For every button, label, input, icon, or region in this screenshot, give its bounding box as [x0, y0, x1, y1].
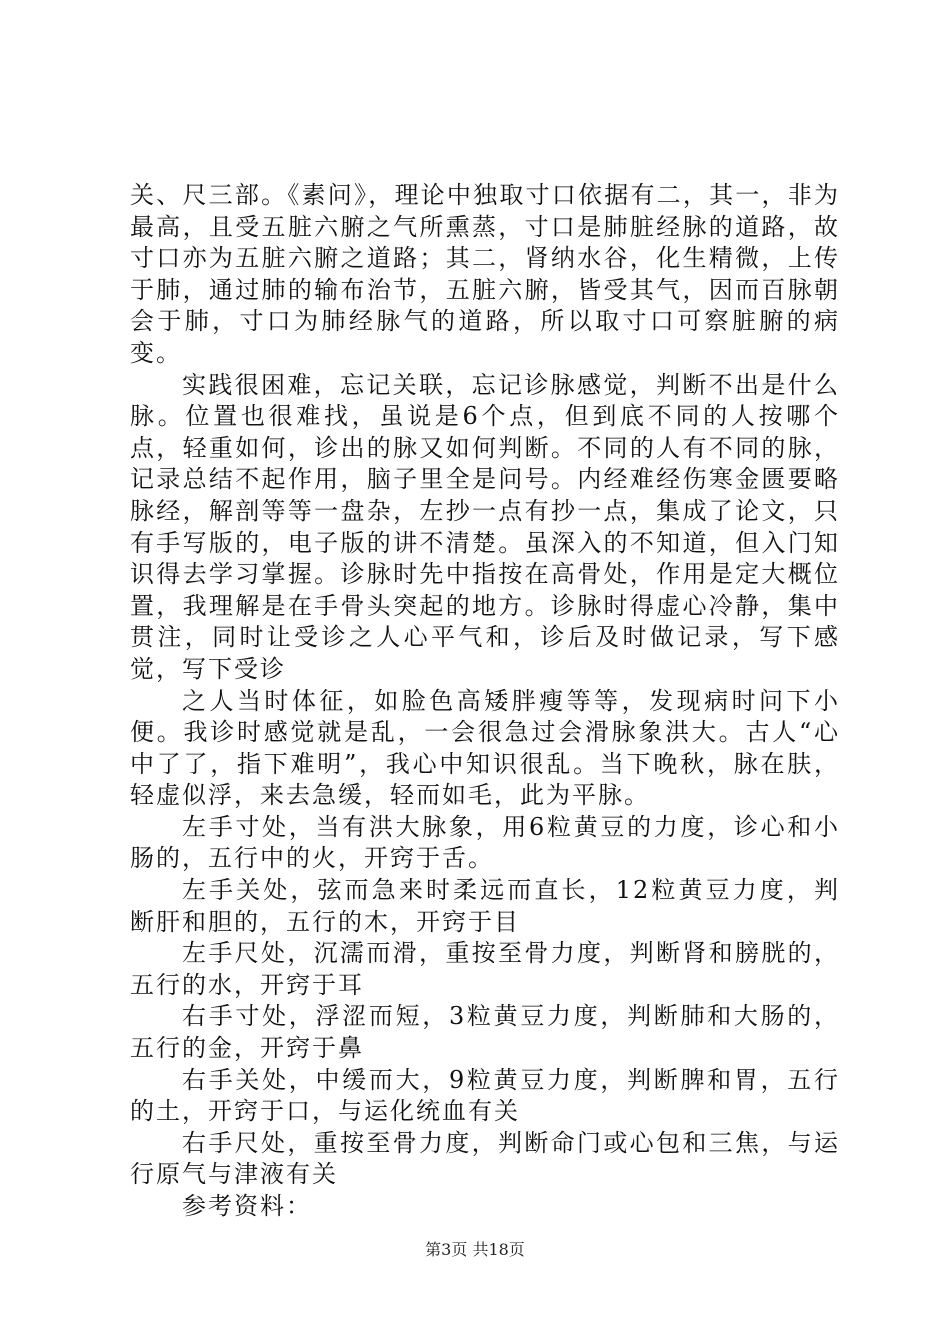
page-number-footer: 第3页 共18页 [425, 1240, 525, 1259]
paragraph-5: 左手关处，弦而急来时柔远而直长，12粒黄豆力度，判断肝和胆的，五行的木，开窍于目 [130, 876, 840, 936]
paragraph-7: 右手寸处，浮涩而短，3粒黄豆力度，判断肺和大肠的，五行的金，开窍于鼻 [130, 1002, 840, 1063]
paragraph-8: 右手关处，中缓而大，9粒黄豆力度，判断脾和胃，五行的土，开窍于口，与运化统血有关 [130, 1065, 840, 1126]
paragraph-10: 参考资料： [182, 1192, 312, 1220]
document-body [130, 180, 840, 1223]
paragraph-1: 关、尺三部。《素问》，理论中独取寸口依据有二，其一，非为最高，且受五脏六腑之气所熏蒸，寸口是肺脏经脉的道路，故寸口亦为五脏六腑之道路；其二，肾纳水谷，化生精微，上传于肺，通过肺的输布治节，五脏六腑，皆受其气，因而百脉朝会于肺，寸口为肺经脉气的道路，所以取寸口可察脏腑的病变。 [130, 181, 840, 367]
paragraph-6: 左手尺处，沉濡而滑，重按至骨力度，判断肾和膀胱的，五行的水，开窍于耳 [130, 939, 840, 999]
paragraph-4: 左手寸处，当有洪大脉象，用6粒黄豆的力度，诊心和小肠的，五行中的火，开窍于舌。 [130, 812, 840, 873]
paragraph-3: 之人当时体征，如脸色高矮胖瘦等等，发现病时问下小便。我诊时感觉就是乱，一会很急过会滑脉象洪大。古人“心中了了，指下难明”，我心中知识很乱。当下晚秋，脉在肤，轻虚似浮，来去急缓，轻而如毛，此为平脉。 [130, 686, 840, 810]
paragraph-2: 实践很困难，忘记关联，忘记诊脉感觉，判断不出是什么脉。位置也很难找，虽说是6个点，但到底不同的人按哪个点，轻重如何，诊出的脉又如何判断。不同的人有不同的脉，记录总结不起作用，脑子里全是问号。内经难经伤寒金匮要略脉经，解剖等等一盘杂，左抄一点有抄一点，集成了论文，只有手写版的，电子版的讲不清楚。虽深入的不知道，但入门知识得去学习掌握。诊脉时先中指按在高骨处，作用是定大概位置，我理解是在手骨头突起的地方。诊脉时得虚心冷静，集中贯注，同时让受诊之人心平气和，诊后及时做记录，写下感觉，写下受诊 [130, 370, 840, 683]
paragraph-9: 右手尺处，重按至骨力度，判断命门或心包和三焦，与运行原气与津液有关 [130, 1128, 840, 1189]
